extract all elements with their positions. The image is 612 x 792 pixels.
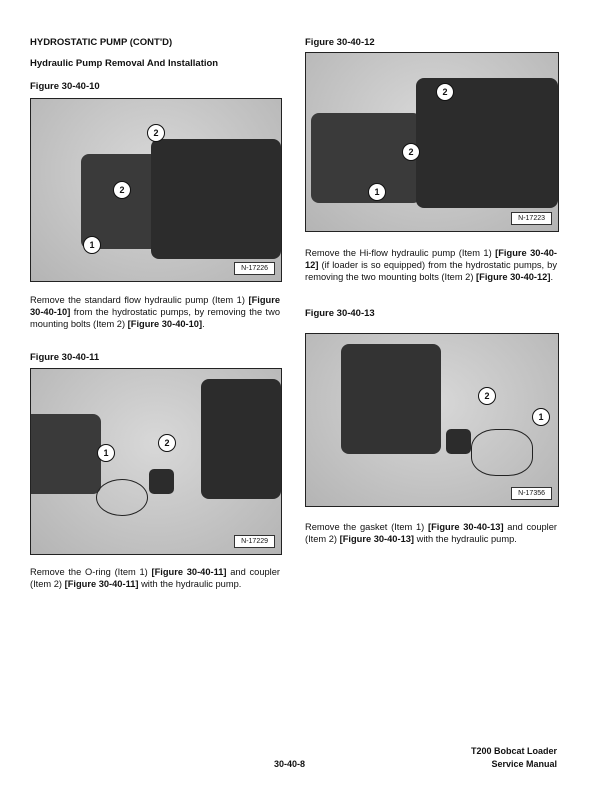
figure-caption: Figure 30-40-11 <box>30 352 100 363</box>
figure-reference: [Figure 30-40-10] <box>127 319 203 329</box>
manual-subtitle: Service Manual <box>491 759 557 769</box>
figure-reference: [Figure 30-40-13] <box>339 534 415 544</box>
callout: 2 <box>147 124 165 142</box>
figure-code: N-17229 <box>234 535 275 548</box>
callout: 2 <box>478 387 496 405</box>
figure-caption: Figure 30-40-12 <box>305 37 375 48</box>
figure-code: N-17356 <box>511 487 552 500</box>
text-segment: Remove the Hi-flow hydraulic pump (Item 1) <box>305 248 496 258</box>
figure-reference: [Figure 30-40-10] <box>30 295 280 317</box>
text-segment: Remove the standard flow hydraulic pump (Item 1) <box>30 295 249 305</box>
text-segment: (if loader is so equipped) from the hydrostatic pumps, by removing the two mounting bolts (Item 2) <box>305 260 557 282</box>
callout: 1 <box>368 183 386 201</box>
text-segment: and coupler (Item 2) <box>30 567 281 589</box>
callout: 2 <box>113 181 131 199</box>
subsection-title: Hydraulic Pump Removal And Installation <box>30 58 219 69</box>
figure-code: N-17223 <box>511 212 552 225</box>
figure-photo <box>30 98 282 282</box>
manual-title: T200 Bobcat Loader <box>470 746 557 756</box>
figure-reference: [Figure 30-40-11] <box>151 567 227 577</box>
paragraph <box>30 566 280 590</box>
figure-reference: [Figure 30-40-12] <box>476 272 551 282</box>
figure-photo <box>305 52 559 232</box>
callout: 1 <box>97 444 115 462</box>
paragraph <box>305 521 557 545</box>
paragraph <box>305 247 557 283</box>
figure-photo <box>305 333 559 507</box>
figure-caption: Figure 30-40-13 <box>305 308 375 319</box>
figure-reference: [Figure 30-40-11] <box>64 579 139 589</box>
text-segment: and coupler (Item 2) <box>305 522 557 544</box>
text-segment: Remove the gasket (Item 1) <box>305 522 428 532</box>
text-segment: . <box>202 319 205 329</box>
figure-code: N-17226 <box>234 262 275 275</box>
page-number: 30-40-8 <box>274 759 306 769</box>
text-segment: Remove the O-ring (Item 1) <box>30 567 152 577</box>
callout: 2 <box>436 83 454 101</box>
figure-photo <box>30 368 282 555</box>
paragraph <box>30 294 280 330</box>
callout: 2 <box>158 434 176 452</box>
callout: 1 <box>532 408 550 426</box>
text-segment: . <box>550 272 554 282</box>
section-title: HYDROSTATIC PUMP (CONT'D) <box>30 37 173 48</box>
callout: 1 <box>83 236 101 254</box>
figure-caption: Figure 30-40-10 <box>30 81 100 92</box>
callout: 2 <box>402 143 420 161</box>
text-segment: with the hydraulic pump. <box>138 579 242 589</box>
text-segment: from the hydrostatic pumps, by removing the two mounting bolts (Item 2) <box>30 307 280 329</box>
figure-reference: [Figure 30-40-12] <box>305 248 558 270</box>
figure-reference: [Figure 30-40-13] <box>428 522 504 532</box>
text-segment: with the hydraulic pump. <box>414 534 517 544</box>
